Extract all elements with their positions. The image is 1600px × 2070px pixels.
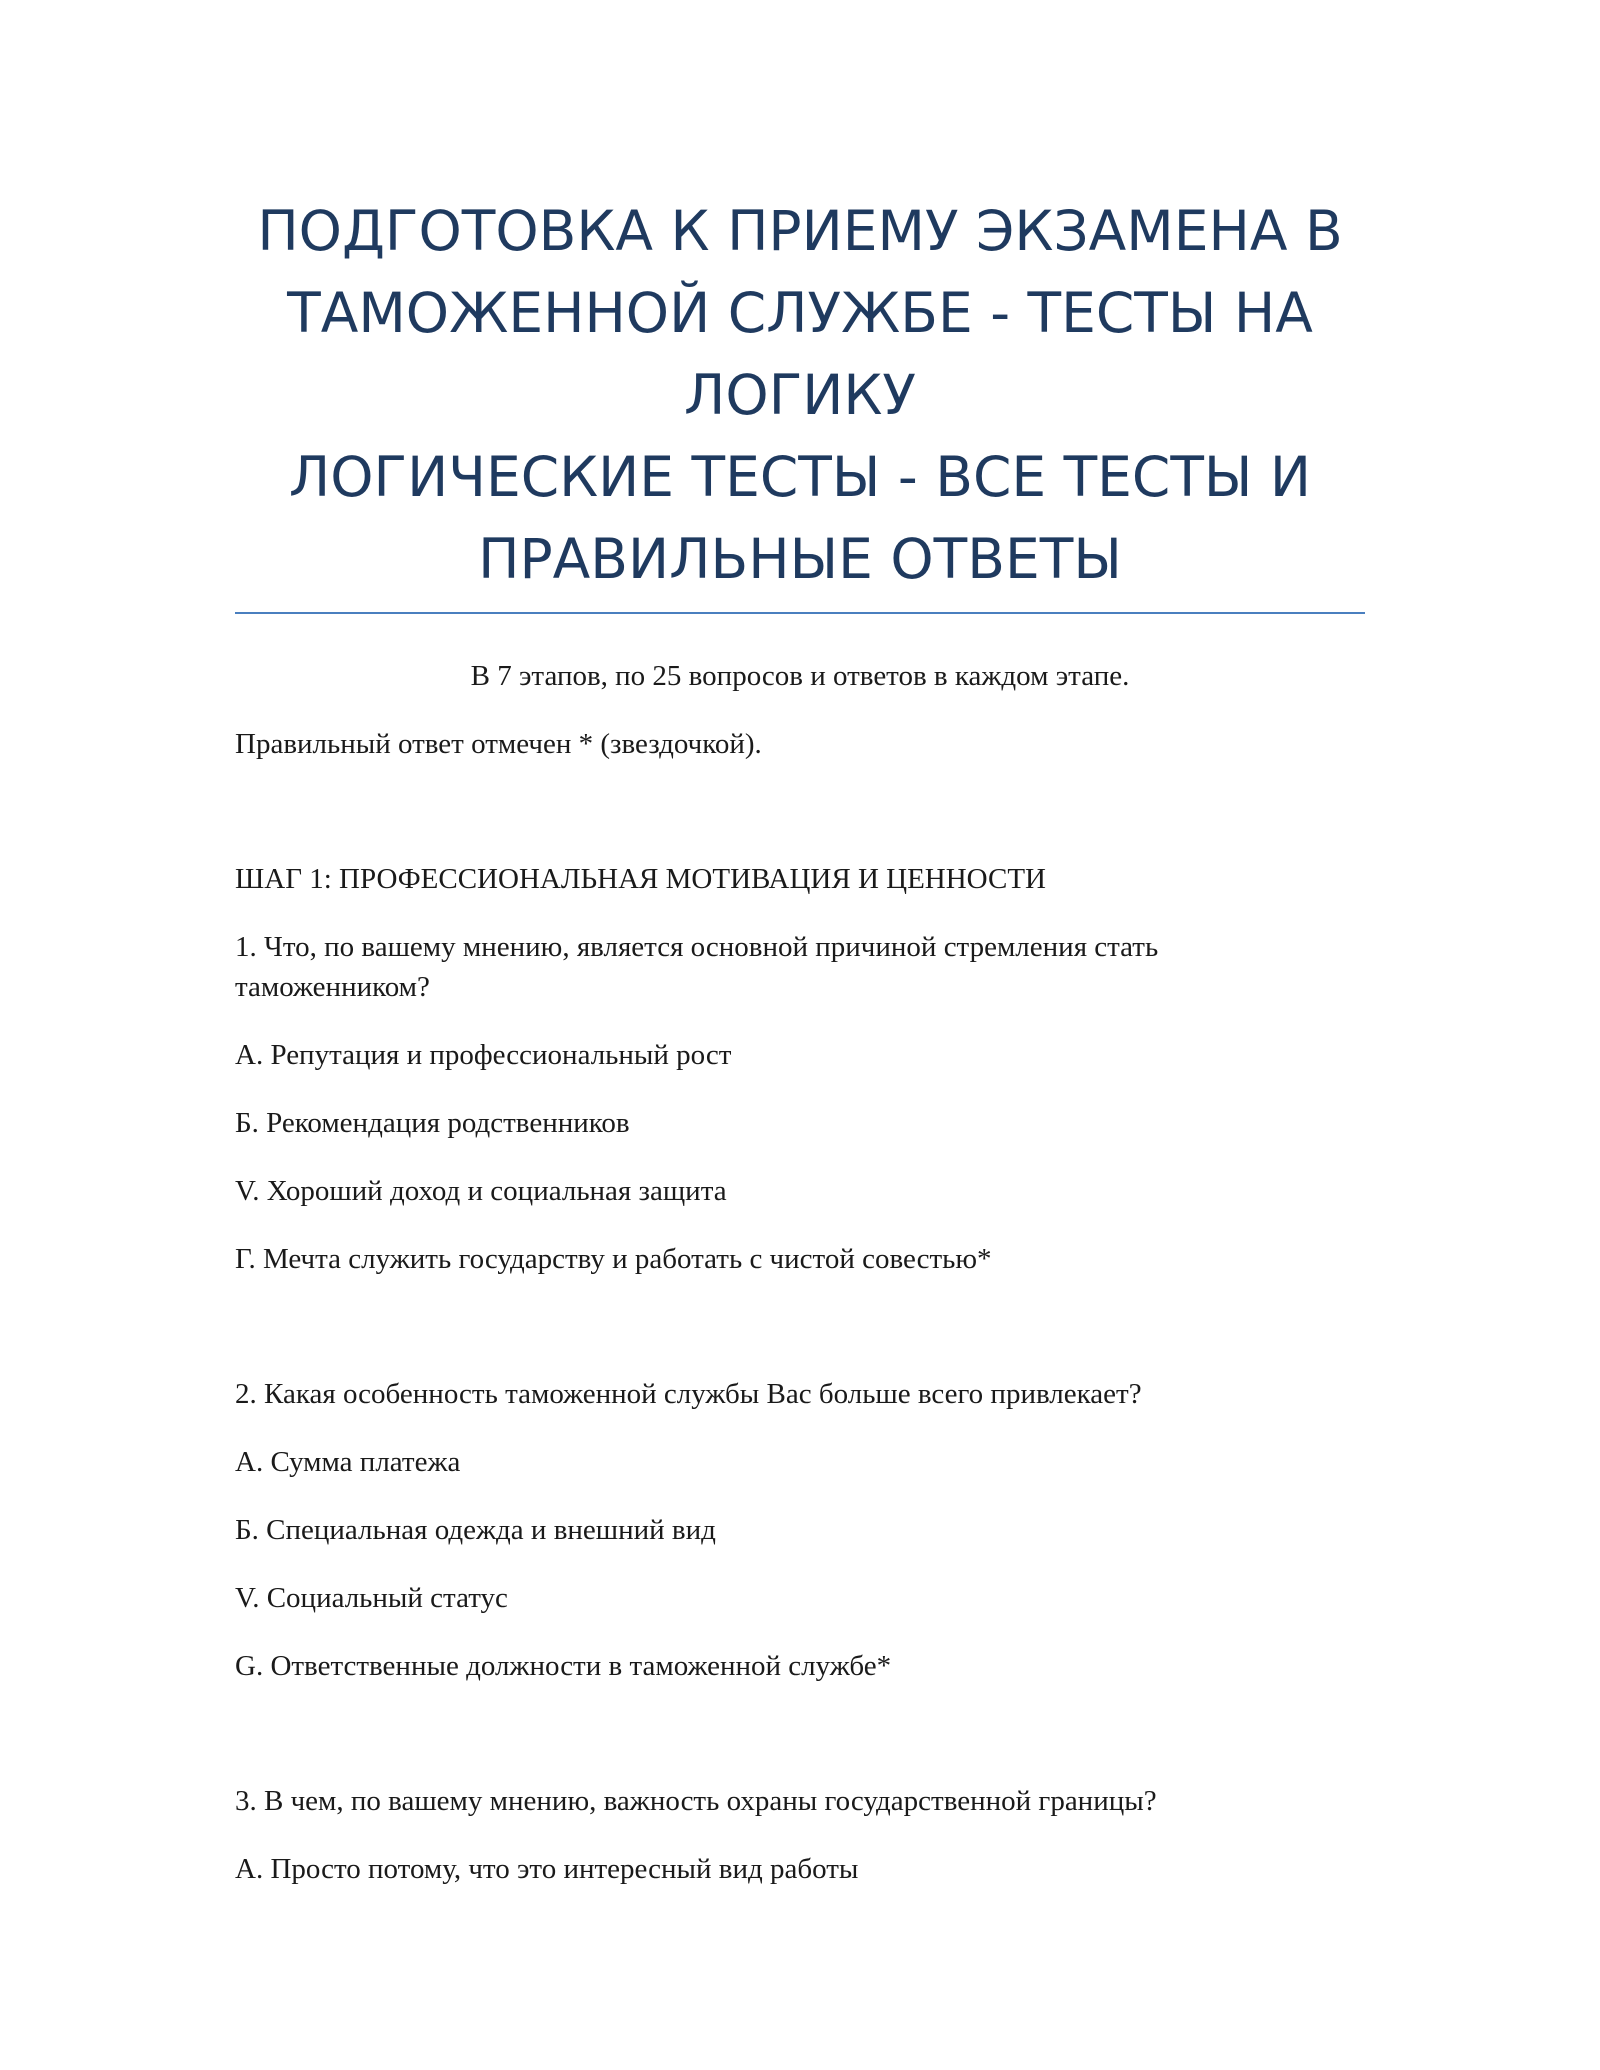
question-text: 1. Что, по вашему мнению, является основной причиной стремления стать таможенником? <box>235 931 1159 1003</box>
answer-option: G. Ответственные должности в таможенной службе* <box>235 1650 892 1682</box>
question-text: 3. В чем, по вашему мнению, важность охраны государственной границы? <box>235 1785 1157 1817</box>
answer-option: A. Репутация и профессиональный рост <box>235 1039 732 1071</box>
title-line: ТАМОЖЕННОЙ СЛУЖБЕ - ТЕСТЫ НА <box>287 281 1313 345</box>
answer-option: Б. Специальная одежда и внешний вид <box>235 1514 716 1546</box>
question-block <box>235 1374 1365 1686</box>
intro-text: В 7 этапов, по 25 вопросов и ответов в каждом этапе. <box>470 660 1130 692</box>
title-line: ПОДГОТОВКА К ПРИЕМУ ЭКЗАМЕНА В <box>257 199 1343 263</box>
answer-note: Правильный ответ отмечен * (звездочкой). <box>235 728 762 760</box>
answer-option: A. Просто потому, что это интересный вид работы <box>235 1853 859 1885</box>
document-page <box>235 190 1365 1889</box>
title-line: ЛОГИКУ <box>684 363 916 427</box>
question-text: 2. Какая особенность таможенной службы Вас больше всего привлекает? <box>235 1378 1142 1410</box>
title-line: ЛОГИЧЕСКИЕ ТЕСТЫ - ВСЕ ТЕСТЫ И <box>288 445 1312 509</box>
answer-option: V. Хороший доход и социальная защита <box>235 1175 727 1207</box>
section-heading: ШАГ 1: ПРОФЕССИОНАЛЬНАЯ МОТИВАЦИЯ И ЦЕННОСТИ <box>235 863 1046 895</box>
answer-option: A. Сумма платежа <box>235 1446 461 1478</box>
title-line: ПРАВИЛЬНЫЕ ОТВЕТЫ <box>478 527 1122 591</box>
answer-option: Г. Мечта служить государству и работать с чистой совестью* <box>235 1243 992 1275</box>
title-divider <box>235 612 1365 614</box>
question-block <box>235 927 1365 1279</box>
answer-option: V. Социальный статус <box>235 1582 508 1614</box>
question-block <box>235 1781 1365 1889</box>
answer-option: Б. Рекомендация родственников <box>235 1107 630 1139</box>
document-title <box>235 190 1365 600</box>
